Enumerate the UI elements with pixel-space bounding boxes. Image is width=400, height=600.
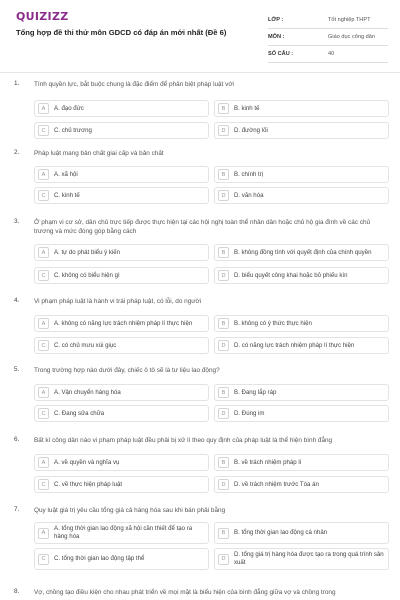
option-a[interactable] (34, 166, 209, 183)
option-d[interactable] (214, 187, 389, 204)
meta-value: Giáo dục công dân (328, 34, 375, 40)
header-divider (0, 72, 400, 73)
option-letter-box: A (38, 457, 49, 468)
option-b[interactable] (214, 522, 389, 544)
option-letter-box: A (38, 169, 49, 180)
option-text: A. xã hội (54, 170, 78, 178)
option-b[interactable] (214, 454, 389, 471)
option-text: D. tổng giá trị hàng hóa được tạo ra trong quá trình sản xuất (234, 551, 384, 566)
meta-label: MÔN : (268, 34, 285, 40)
question-number: 6. (14, 436, 20, 443)
option-text: A. tự do phát biểu ý kiến (54, 248, 121, 256)
option-text: A. về quyền và nghĩa vụ (54, 458, 120, 466)
option-letter-box: B (218, 103, 229, 114)
option-c[interactable] (34, 122, 209, 139)
option-b[interactable] (214, 384, 389, 401)
option-a[interactable] (34, 100, 209, 117)
option-a[interactable] (34, 244, 209, 261)
option-letter-box: C (38, 554, 49, 565)
option-letter-box: D (218, 270, 229, 281)
option-text: C. tổng thời gian lao động tập thể (54, 555, 145, 563)
option-b[interactable] (214, 166, 389, 183)
option-text: D. có năng lực trách nhiệm pháp lí thực hiện (234, 341, 355, 349)
question-text: Bất kì công dân nào vi phạm pháp luật đều phải bị xử lí theo quy định của pháp luật là thể hiện bình đẳng (34, 437, 333, 444)
option-letter-box: A (38, 247, 49, 258)
meta-label: SỐ CÂU : (268, 51, 294, 57)
option-a[interactable] (34, 384, 209, 401)
option-letter-box: C (38, 190, 49, 201)
option-letter-box: A (38, 528, 49, 539)
option-text: C. kinh tế (54, 191, 80, 199)
option-c[interactable] (34, 267, 209, 284)
option-b[interactable] (214, 244, 389, 261)
option-letter-box: A (38, 103, 49, 114)
option-text: A. tổng thời gian lao động xã hội cần thiết để tạo ra hàng hóa (54, 525, 193, 540)
option-text: A. không có năng lực trách nhiệm pháp lí thực hiện (54, 319, 193, 327)
question-text: Tính quyền lực, bắt buộc chung là đặc điểm để phân biệt pháp luật với (34, 81, 234, 88)
option-letter-box: C (38, 408, 49, 419)
option-letter-box: B (218, 457, 229, 468)
option-text: C. Đang sửa chữa (54, 409, 105, 417)
option-c[interactable] (34, 337, 209, 354)
question-number: 5. (14, 366, 20, 373)
question-text: Vi phạm pháp luật là hành vi trái pháp luật, có lỗi, do người (34, 298, 202, 305)
option-text: B. Đang lắp ráp (234, 388, 277, 396)
option-letter-box: C (38, 125, 49, 136)
question-text: Trong trường hợp nào dưới đây, chiếc ô tô sẽ là tư liệu lao động? (34, 367, 220, 374)
option-text: B. tổng thời gian lao động cá nhân (234, 529, 328, 537)
option-letter-box: D (218, 190, 229, 201)
option-text: D. Đúng im (234, 409, 265, 417)
question-number: 8. (14, 588, 20, 595)
question-number: 3. (14, 218, 20, 225)
option-d[interactable] (214, 122, 389, 139)
option-text: A. Vận chuyển hàng hóa (54, 388, 121, 396)
option-c[interactable] (34, 187, 209, 204)
option-text: D. về trách nhiệm trước Tòa án (234, 480, 319, 488)
option-a[interactable] (34, 315, 209, 332)
option-text: B. không có ý thức thực hiện (234, 319, 312, 327)
option-letter-box: C (38, 270, 49, 281)
option-text: B. không đồng tình với quyết định của chính quyền (234, 248, 372, 256)
question-text: Ở phạm vi cơ sở, dân chủ trực tiếp được thực hiện tại các hội nghị toàn thể nhân dân hoặc chủ hộ gia đình về các chủ trương và mức đóng góp bằng cách (34, 219, 371, 235)
quizizz-logo: QUIZIZZ (16, 10, 69, 23)
option-letter-box: B (218, 528, 229, 539)
question-number: 2. (14, 149, 20, 156)
page-title: Tổng hợp đề thi thử môn GDCD có đáp án mới nhất (Đề 6) (16, 28, 227, 37)
option-c[interactable] (34, 405, 209, 422)
option-text: C. về thực hiện pháp luật (54, 480, 123, 488)
header (0, 0, 400, 70)
option-d[interactable] (214, 337, 389, 354)
option-a[interactable] (34, 454, 209, 471)
option-b[interactable] (214, 315, 389, 332)
option-letter-box: D (218, 554, 229, 565)
option-c[interactable] (34, 476, 209, 493)
option-letter-box: B (218, 318, 229, 329)
option-b[interactable] (214, 100, 389, 117)
meta-value: 40 (328, 51, 335, 57)
option-text: D. đường lối (234, 126, 268, 134)
option-text: D. biểu quyết công khai hoặc bỏ phiếu kín (234, 271, 348, 279)
option-a[interactable] (34, 522, 209, 544)
option-letter-box: B (218, 169, 229, 180)
option-text: D. văn hóa (234, 191, 264, 199)
meta-value: Tốt nghiệp THPT (328, 17, 371, 23)
option-text: B. chính trị (234, 170, 264, 178)
option-letter-box: A (38, 318, 49, 329)
question-number: 7. (14, 506, 20, 513)
option-c[interactable] (34, 548, 209, 570)
option-d[interactable] (214, 548, 389, 570)
option-letter-box: D (218, 125, 229, 136)
meta-table (268, 12, 388, 63)
option-text: C. không có biểu hiện gì (54, 271, 120, 279)
option-text: B. kinh tế (234, 104, 260, 112)
option-letter-box: C (38, 479, 49, 490)
option-d[interactable] (214, 476, 389, 493)
question-number: 1. (14, 80, 20, 87)
option-letter-box: D (218, 408, 229, 419)
option-letter-box: B (218, 247, 229, 258)
question-number: 4. (14, 297, 20, 304)
option-text: B. về trách nhiệm pháp lí (234, 458, 302, 466)
option-letter-box: B (218, 387, 229, 398)
question-text: Pháp luật mang bản chất giai cấp và bản chất (34, 150, 164, 157)
meta-row-class (268, 12, 388, 29)
question-text: Vợ, chồng tạo điều kiện cho nhau phát triển về mọi mặt là biểu hiện của bình đẳng giữa vợ và chồng trong (34, 589, 336, 596)
option-text: C. có chủ mưu xúi giục (54, 341, 117, 349)
option-letter-box: D (218, 479, 229, 490)
option-letter-box: A (38, 387, 49, 398)
option-d[interactable] (214, 405, 389, 422)
meta-row-count (268, 46, 388, 63)
meta-label: LỚP : (268, 17, 284, 23)
option-text: C. chủ trương (54, 126, 92, 134)
option-d[interactable] (214, 267, 389, 284)
meta-row-subject (268, 29, 388, 46)
question-text: Quy luật giá trị yêu cầu tổng giá cả hàng hóa sau khi bán phải bằng (34, 507, 226, 514)
option-letter-box: C (38, 340, 49, 351)
option-letter-box: D (218, 340, 229, 351)
option-text: A. đạo đức (54, 104, 84, 112)
